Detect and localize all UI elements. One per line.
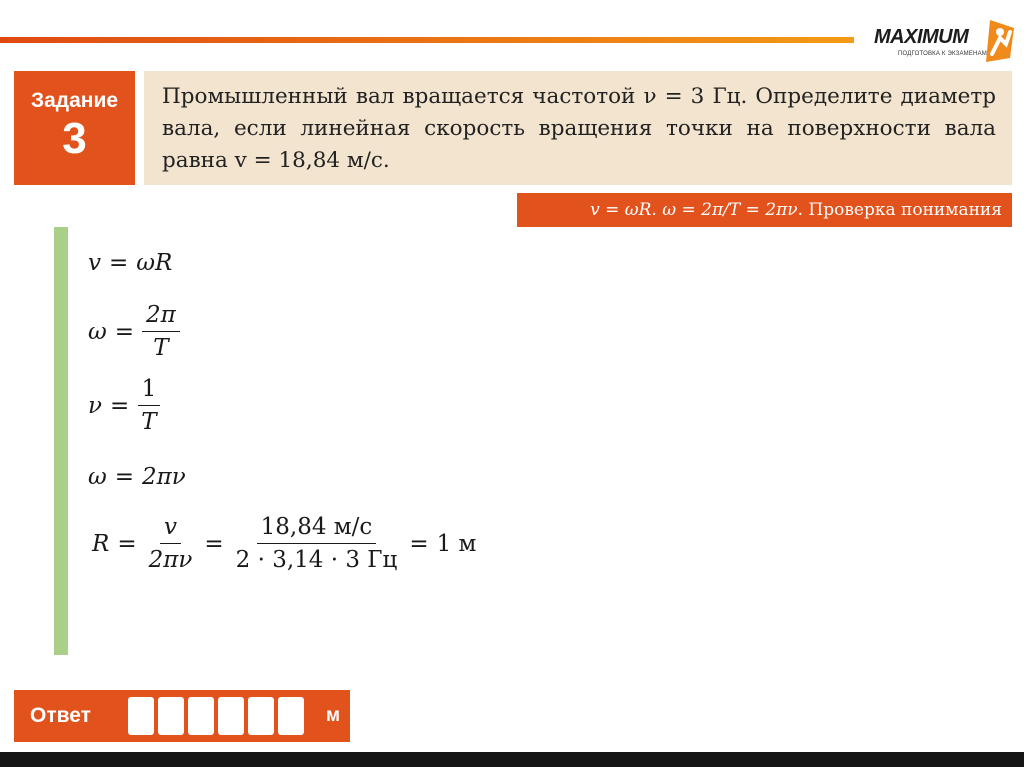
formula-eq: = [109, 250, 129, 276]
answer-cell[interactable] [158, 697, 184, 735]
problem-panel [144, 71, 1012, 185]
header-accent-bar [0, 37, 854, 43]
formula-angular-speed-period [88, 302, 186, 361]
answer-cell[interactable] [248, 697, 274, 735]
formula-lhs: ω [88, 318, 107, 345]
fraction-denominator: T [141, 409, 157, 435]
hint-button[interactable] [517, 193, 1012, 227]
formula-lhs: R [92, 530, 110, 557]
solution-side-bar [54, 227, 68, 655]
formula-linear-speed [88, 250, 172, 276]
formula-eq: = [204, 530, 224, 557]
answer-unit: м [326, 705, 341, 726]
fraction-denominator: 2πν [148, 547, 193, 573]
formula-angular-speed-frequency [88, 464, 186, 490]
fraction [232, 514, 402, 573]
hint-formula: v = ωR. ω = 2π/T = 2πν [590, 200, 798, 220]
answer-panel [14, 690, 350, 742]
formula-lhs: ν [88, 392, 102, 419]
task-badge [14, 71, 135, 185]
problem-text: Промышленный вал вращается частотой ν = 3 Гц. Определите диаметр вала, если линейная скорость вращения точки на поверхности вала равна v = 18,84 м/с. [162, 84, 996, 173]
fraction-numerator: v [160, 514, 181, 544]
fraction-numerator: 1 [138, 376, 161, 406]
fraction [137, 376, 160, 435]
answer-input[interactable] [128, 697, 308, 735]
formula-eq: = [109, 392, 130, 419]
formula-radius-result [92, 514, 476, 573]
fraction-numerator: 2π [142, 302, 180, 332]
logo-figure-icon [980, 18, 1016, 64]
answer-cell[interactable] [218, 697, 244, 735]
formula-rhs: ωR [136, 250, 173, 276]
fraction-denominator: T [153, 335, 169, 361]
task-number: 3 [62, 114, 87, 163]
maximum-logo [868, 18, 1018, 66]
fraction-numerator: 18,84 м/с [257, 514, 377, 544]
formula-result: 1 м [436, 530, 477, 557]
hint-label: . Проверка понимания [797, 200, 1002, 220]
formula-eq: = [114, 318, 135, 345]
formula-rhs: 2πν [142, 464, 186, 490]
fraction-denominator: 2 · 3,14 · 3 Гц [235, 547, 398, 573]
answer-cell[interactable] [278, 697, 304, 735]
fraction [142, 302, 180, 361]
formula-lhs: ω [88, 464, 107, 490]
formula-eq: = [114, 464, 135, 490]
answer-cell[interactable] [128, 697, 154, 735]
formula-lhs: v [88, 250, 101, 276]
logo-wordmark: MAXIMUM [874, 26, 969, 48]
formula-eq: = [117, 530, 137, 557]
footer-bar [0, 752, 1024, 767]
fraction [145, 514, 197, 573]
answer-label: Ответ [30, 704, 91, 727]
formula-frequency [88, 376, 167, 435]
logo-tagline: ПОДГОТОВКА К ЭКЗАМЕНАМ [898, 51, 987, 57]
answer-cell[interactable] [188, 697, 214, 735]
formula-eq: = [409, 530, 429, 557]
task-label: Задание [30, 89, 119, 112]
